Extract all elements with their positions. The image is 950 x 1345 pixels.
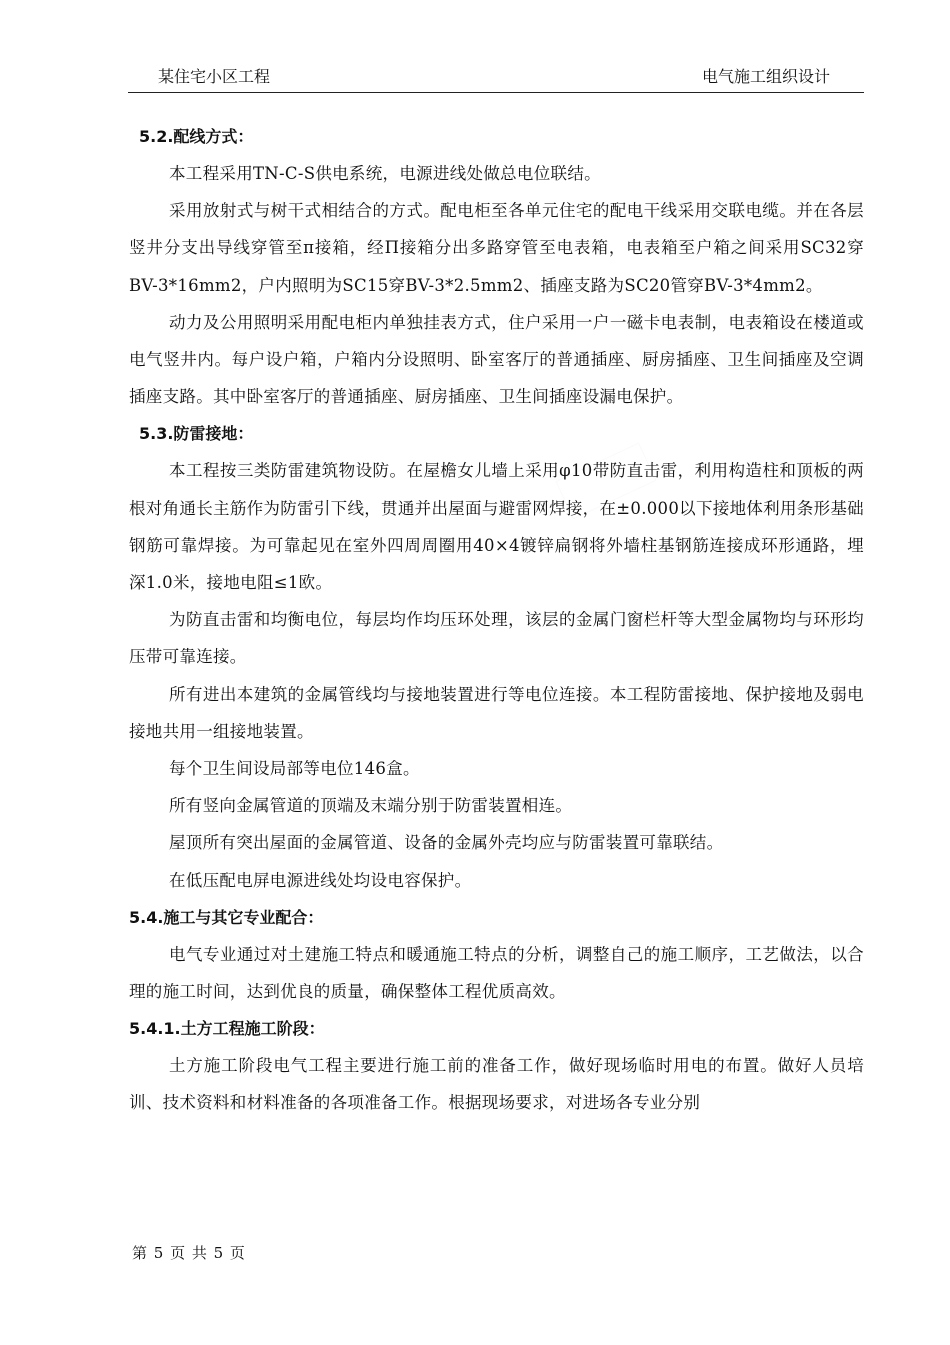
body-paragraph: 本工程采用TN-C-S供电系统，电源进线处做总电位联结。: [169, 164, 601, 183]
section-heading: 5.2.配线方式：: [139, 127, 254, 146]
page-header: [128, 64, 864, 93]
body-paragraph: 采用放射式与树干式相结合的方式。配电柜至各单元住宅的配电干线采用交联电缆。并在各层竖井分支出导线穿管至π接箱，经Π接箱分出多路穿管至电表箱，电表箱至户箱之间采用SC32穿BV-3*16mm2，户内照明为SC15穿BV-3*2.5mm2、插座支路为SC20管穿BV-3*4mm2。: [129, 201, 864, 295]
header-document-title: 电气施工组织设计: [701, 67, 830, 86]
page-footer-number: 第 5 页 共 5 页: [132, 1244, 246, 1262]
body-paragraph: 所有进出本建筑的金属管线均与接地装置进行等电位连接。本工程防雷接地、保护接地及弱电接地共用一组接地装置。: [129, 684, 864, 741]
section-heading: 5.4.施工与其它专业配合：: [129, 907, 324, 927]
body-paragraph: 本工程按三类防雷建筑物设防。在屋檐女儿墙上采用φ10带防直击雷，利用构造柱和顶板的两根对角通长主筋作为防雷引下线，贯通并出屋面与避雷网焊接，在±0.000以下接地体利用条形基础钢筋可靠焊接。为可靠起见在室外四周周圈用40×4镀锌扁钢将外墙柱基钢筋连接成环形通路，埋深1.0米，接地电阻≤1欧。: [129, 461, 864, 593]
body-paragraph: 每个卫生间设局部等电位146盒。: [169, 759, 420, 779]
body-paragraph: 屋顶所有突出屋面的金属管道、设备的金属外壳均应与防雷装置可靠联结。: [169, 833, 724, 853]
section-heading: 5.4.1.土方工程施工阶段：: [129, 1019, 325, 1039]
document-body: [129, 118, 864, 1122]
header-project-name: 某住宅小区工程: [158, 67, 271, 86]
body-paragraph: 所有竖向金属管道的顶端及末端分别于防雷装置相连。: [169, 796, 573, 816]
body-paragraph: 土方施工阶段电气工程主要进行施工前的准备工作，做好现场临时用电的布置。做好人员培训、技术资料和材料准备的各项准备工作。根据现场要求，对进场各专业分别: [129, 1056, 864, 1113]
body-paragraph: 电气专业通过对土建施工特点和暖通施工特点的分析，调整自己的施工顺序，工艺做法，以合理的施工时间，达到优良的质量，确保整体工程优质高效。: [129, 944, 864, 1002]
body-paragraph: 为防直击雷和均衡电位，每层均作均压环处理，该层的金属门窗栏杆等大型金属物均与环形均压带可靠连接。: [129, 610, 864, 667]
body-paragraph: 动力及公用照明采用配电柜内单独挂表方式，住户采用一户一磁卡电表制，电表箱设在楼道或电气竖井内。每户设户箱，户箱内分设照明、卧室客厅的普通插座、厨房插座、卫生间插座及空调插座支路。其中卧室客厅的普通插座、厨房插座、卫生间插座设漏电保护。: [129, 312, 864, 407]
body-paragraph: 在低压配电屏电源进线处均设电容保护。: [169, 870, 472, 890]
section-heading: 5.3.防雷接地：: [139, 424, 254, 444]
